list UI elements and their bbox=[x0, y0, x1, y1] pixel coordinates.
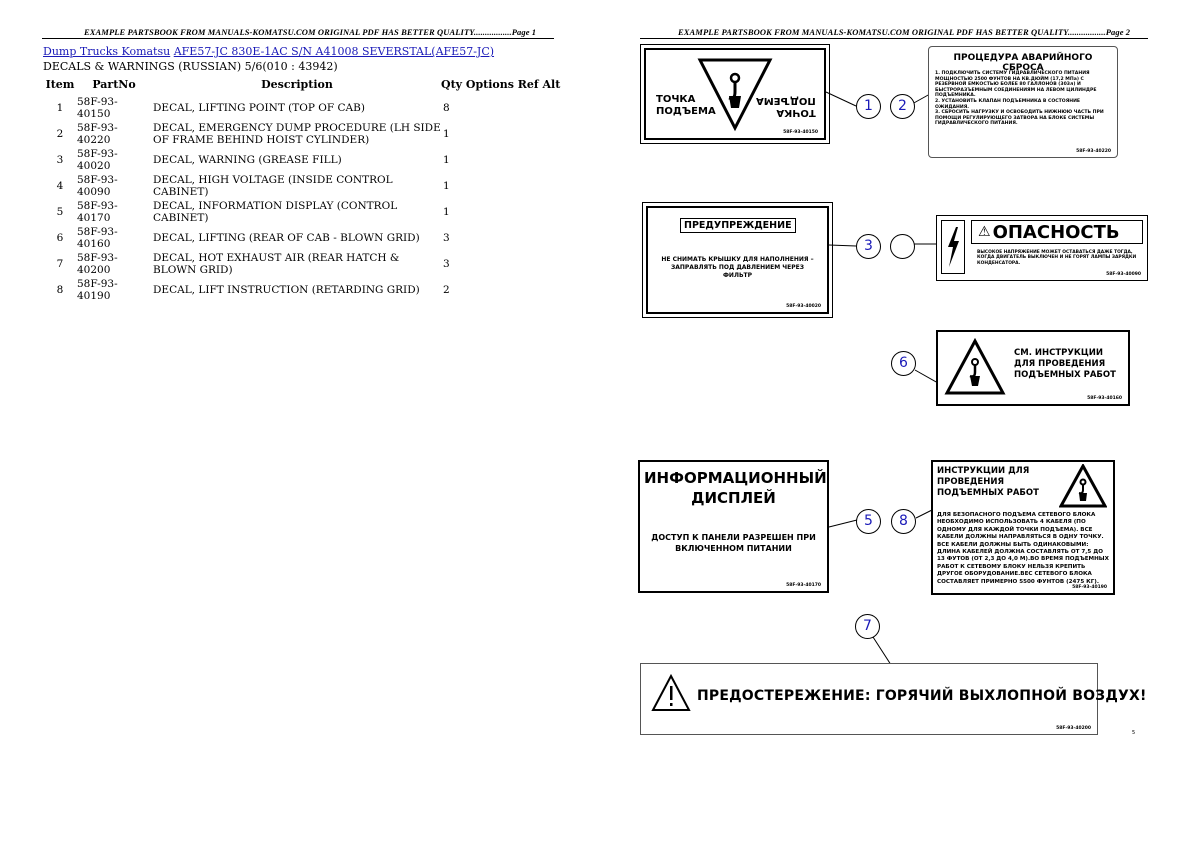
header-rule-left bbox=[42, 38, 554, 39]
cell-partno: 58F-93-40090 bbox=[77, 174, 118, 198]
callout-8: 8 bbox=[891, 509, 916, 534]
cell-description: DECAL, LIFTING (REAR OF CAB - BLOWN GRID) bbox=[153, 232, 420, 244]
cell-qty: 1 bbox=[443, 128, 450, 140]
decal-8-title: ИНСТРУКЦИИ ДЛЯ ПРОВЕДЕНИЯ ПОДЪЕМНЫХ РАБОТ bbox=[937, 466, 1039, 498]
cell-partno: 58F-93-40150 bbox=[77, 96, 118, 120]
cell-partno: 58F-93-40190 bbox=[77, 278, 118, 302]
decal-5-partno: 58F-93-40170 bbox=[786, 583, 821, 588]
warning-triangle-icon: ⚠ bbox=[978, 224, 991, 240]
page-header-left: EXAMPLE PARTSBOOK FROM MANUALS-KOMATSU.COM ORIGINAL PDF HAS BETTER QUALITY.................Page 1 bbox=[84, 27, 537, 37]
decal-7-partno: 58F-93-40200 bbox=[1056, 726, 1091, 731]
cell-qty: 1 bbox=[443, 154, 450, 166]
table-row bbox=[43, 95, 560, 121]
decal-8-partno: 58F-93-40190 bbox=[1072, 585, 1107, 590]
table-row bbox=[43, 121, 560, 147]
breadcrumb bbox=[43, 45, 494, 58]
cell-qty: 1 bbox=[443, 180, 450, 192]
callout-2: 2 bbox=[890, 94, 915, 119]
decal-7-title: ПРЕДОСТЕРЕЖЕНИЕ: ГОРЯЧИЙ ВЫХЛОПНОЙ ВОЗДУХ! bbox=[697, 688, 1147, 704]
cell-item: 5 bbox=[56, 206, 64, 218]
warning-triangle-icon bbox=[651, 674, 691, 712]
table-row bbox=[43, 277, 560, 303]
cell-item: 8 bbox=[56, 284, 64, 296]
decal-4-title: ОПАСНОСТЬ bbox=[992, 221, 1120, 243]
decal-lift-instruction bbox=[931, 460, 1115, 595]
callout-1: 1 bbox=[856, 94, 881, 119]
breadcrumb-link-dump-trucks[interactable]: Dump Trucks Komatsu bbox=[43, 45, 171, 58]
table-row bbox=[43, 225, 560, 251]
decal-hot-exhaust bbox=[640, 663, 1147, 735]
callout-3: 3 bbox=[856, 234, 881, 259]
col-header-item: Item bbox=[45, 78, 75, 91]
page-header-right: EXAMPLE PARTSBOOK FROM MANUALS-KOMATSU.COM ORIGINAL PDF HAS BETTER QUALITY.................Page 2 bbox=[678, 27, 1131, 37]
cell-item: 4 bbox=[56, 180, 64, 192]
decal-high-voltage bbox=[936, 215, 1148, 281]
breadcrumb-link-model[interactable]: AFE57-JC 830E-1AC S/N A41008 SEVERSTAL(AFE57-JC) bbox=[173, 45, 495, 58]
cell-description: DECAL, HIGH VOLTAGE (INSIDE CONTROL CABINET) bbox=[153, 174, 393, 198]
cell-description: DECAL, LIFTING POINT (TOP OF CAB) bbox=[153, 102, 365, 114]
cell-qty: 3 bbox=[443, 232, 450, 244]
section-title: DECALS & WARNINGS (RUSSIAN) 5/6(010 : 43942) bbox=[43, 60, 338, 73]
cell-item: 6 bbox=[56, 232, 64, 244]
cell-partno: 58F-93-40170 bbox=[77, 200, 118, 224]
decal-3-partno: 58F-93-40020 bbox=[786, 304, 821, 309]
decal-2-partno: 58F-93-40220 bbox=[1076, 149, 1111, 154]
table-row bbox=[43, 147, 560, 173]
decal-4-body: ВЫСОКОЕ НАПРЯЖЕНИЕ МОЖЕТ ОСТАВАТЬСЯ ДАЖЕ ТОГДА, КОГДА ДВИГАТЕЛЬ ВЫКЛЮЧЕН И НЕ ГОРЯТ ЛАМПЫ ЗАРЯДКИ КОНДЕНСАТОРА. bbox=[977, 250, 1137, 266]
decal-6-partno: 58F-93-40160 bbox=[1087, 396, 1122, 401]
decal-3-title: ПРЕДУПРЕЖДЕНИЕ bbox=[680, 218, 796, 233]
cell-description: DECAL, WARNING (GREASE FILL) bbox=[153, 154, 342, 166]
col-header-description: Description bbox=[261, 78, 333, 91]
decal-3-body: НЕ СНИМАТЬ КРЫШКУ ДЛЯ НАПОЛНЕНИЯ – ЗАПРАВЛЯТЬ ПОД ДАВЛЕНИЕМ ЧЕРЕЗ ФИЛЬТР bbox=[661, 256, 814, 279]
header-rule-right bbox=[640, 38, 1148, 39]
callout-4 bbox=[890, 234, 915, 259]
high-voltage-icon bbox=[941, 220, 965, 274]
cell-description: DECAL, LIFT INSTRUCTION (RETARDING GRID) bbox=[153, 284, 420, 296]
decal-lifting-point bbox=[644, 48, 826, 140]
cell-partno: 58F-93-40160 bbox=[77, 226, 118, 250]
lifting-hook-triangle-icon bbox=[944, 338, 1006, 396]
table-row bbox=[43, 251, 560, 277]
cell-description: DECAL, INFORMATION DISPLAY (CONTROL CABINET) bbox=[153, 200, 398, 224]
decal-1-text-right: ТОЧКА ПОДЪЕМА bbox=[756, 95, 816, 118]
cell-item: 1 bbox=[56, 102, 64, 114]
callout-6: 6 bbox=[891, 351, 916, 376]
decal-emergency-dump bbox=[928, 46, 1118, 158]
cell-qty: 8 bbox=[443, 102, 450, 114]
cell-description: DECAL, EMERGENCY DUMP PROCEDURE (LH SIDE OF FRAME BEHIND HOIST CYLINDER) bbox=[153, 122, 441, 146]
cell-partno: 58F-93-40200 bbox=[77, 252, 118, 276]
decal-4-partno: 58F-93-40090 bbox=[1106, 272, 1141, 277]
decal-1-text-left: ТОЧКА ПОДЪЕМА bbox=[656, 94, 716, 117]
cell-qty: 3 bbox=[443, 258, 450, 270]
table-row bbox=[43, 173, 560, 199]
decal-2-body: 1. ПОДКЛЮЧИТЬ СИСТЕМУ ГИДРАВЛИЧЕСКОГО ПИТАНИЯ МОЩНОСТЬЮ 2500 ФУНТОВ НА КВ.ДЮЙМ (17,2 МПа) С РЕЗЕРВНОЙ ЕМКОСТЬЮ БОЛЕЕ 80 ГАЛЛОНОВ (303л) И БЫСТРОРАЗЪЕМНЫМ СОЕДИНЕНИЯМ НА ЛЕВОМ ЦИЛИНДРЕ ПОДЪЕМНИКА. 2. УСТАНОВИТЬ КЛАПАН ПОДЪЕМНИКА В СОСТОЯНИЕ ОЖИДАНИЯ. 3. СБРОСИТЬ НАГРУЗКУ И ОСВОБОДИТЬ НИЖНЮЮ ЧАСТЬ ПРИ ПОМОЩИ РЕГУЛИРУЮЩЕГО ЗАТВОРА НА БЛОКЕ СИСТЕМЫ ГИДРАВЛИЧЕСКОГО ПИТАНИЯ. bbox=[935, 71, 1104, 127]
col-header-qty-options: Qty Options Ref Alt bbox=[441, 78, 561, 91]
cell-qty: 1 bbox=[443, 206, 450, 218]
col-header-partno: PartNo bbox=[92, 78, 136, 91]
cell-item: 7 bbox=[56, 258, 64, 270]
decal-5-title: ИНФОРМАЦИОННЫЙ ДИСПЛЕЙ bbox=[644, 469, 827, 507]
decal-2-title: ПРОЦЕДУРА АВАРИЙНОГО СБРОСА bbox=[953, 53, 1093, 73]
table-header-row bbox=[43, 76, 560, 95]
decal-8-body: ДЛЯ БЕЗОПАСНОГО ПОДЪЕМА СЕТЕВОГО БЛОКА НЕОБХОДИМО ИСПОЛЬЗОВАТЬ 4 КАБЕЛЯ (ПО ОДНОМУ ДЛЯ КАЖДОЙ ТОЧКИ ПОДЪЕМА). ВСЕ КАБЕЛИ ДОЛЖНЫ НАПРАВЛЯТЬСЯ В ОДНУ ТОЧКУ. ВСЕ КАБЕЛИ ДОЛЖНЫ БЫТЬ ОДИНАКОВЫМИ: ДЛИНА КАБЕЛЕЙ ДОЛЖНА СОСТАВЛЯТЬ ОТ 7,5 ДО 13 ФУТОВ (ОТ 2,3 ДО 4,0 М).ВО ВРЕМЯ ПОДЪЕМНЫХ РАБОТ К СЕТЕВОМУ БЛОКУ НЕЛЬЗЯ КРЕПИТЬ ДРУГОЕ ОБОРУДОВАНИЕ.ВЕС СЕТЕВОГО БЛОКА СОСТАВЛЯЕТ ПРИМЕРНО 5500 ФУНТОВ (2475 КГ). bbox=[937, 512, 1109, 585]
decal-6-title: СМ. ИНСТРУКЦИИ ДЛЯ ПРОВЕДЕНИЯ ПОДЪЕМНЫХ РАБОТ bbox=[1014, 348, 1116, 380]
footer-mark: 5 bbox=[1132, 730, 1136, 736]
parts-table bbox=[43, 76, 560, 303]
table-row bbox=[43, 199, 560, 225]
lifting-hook-triangle-icon bbox=[1059, 464, 1107, 508]
decal-5-body: ДОСТУП К ПАНЕЛИ РАЗРЕШЕН ПРИ ВКЛЮЧЕННОМ ПИТАНИИ bbox=[651, 533, 816, 553]
cell-qty: 2 bbox=[443, 284, 450, 296]
decal-1-partno: 58F-93-40150 bbox=[783, 130, 818, 135]
cell-description: DECAL, HOT EXHAUST AIR (REAR HATCH & BLOWN GRID) bbox=[153, 252, 400, 276]
cell-item: 3 bbox=[56, 154, 64, 166]
callout-7: 7 bbox=[855, 614, 880, 639]
callout-5: 5 bbox=[856, 509, 881, 534]
cell-item: 2 bbox=[56, 128, 64, 140]
cell-partno: 58F-93-40020 bbox=[77, 148, 118, 172]
cell-partno: 58F-93-40220 bbox=[77, 122, 118, 146]
decal-warning-grease bbox=[646, 206, 829, 314]
decal-lifting-instructions-ref bbox=[936, 330, 1130, 406]
decal-information-display bbox=[638, 460, 829, 593]
